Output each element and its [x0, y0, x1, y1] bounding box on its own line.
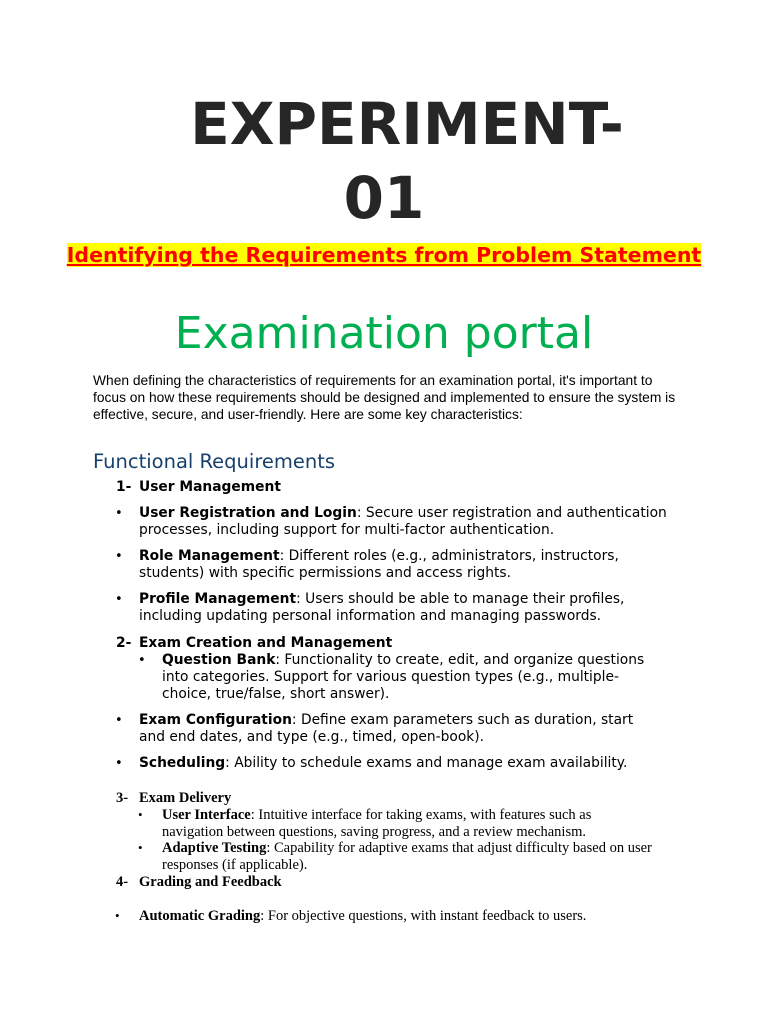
- item-label: Automatic Grading: [139, 908, 261, 924]
- bullet-icon: •: [115, 756, 123, 771]
- bullet-icon: •: [115, 549, 123, 564]
- portal-title: Examination portal: [174, 308, 594, 359]
- section-title: Exam Creation and Management: [139, 635, 393, 651]
- item-label: Question Bank: [162, 652, 276, 668]
- list-item: [115, 505, 684, 539]
- bullet-icon: •: [115, 713, 123, 728]
- subtitle-text: Identifying the Requirements from Problem Statement: [66, 243, 702, 267]
- list-item: [138, 652, 662, 703]
- item-text: : Different roles (e.g., administrators, instructors, students) with specific permissions and access rights.: [139, 548, 619, 581]
- item-text: : Define exam parameters such as duration, start and end dates, and type (e.g., timed, open-book).: [139, 712, 634, 745]
- item-text: : Functionality to create, edit, and organize questions into categories. Support for various question types (e.g., multiple-choice, true/false, short answer).: [162, 652, 645, 702]
- item-text: : Ability to schedule exams and manage exam availability.: [225, 755, 628, 771]
- list-item: [115, 548, 649, 582]
- item-text: : Secure user registration and authentication processes, including support for multi-factor authentication.: [139, 505, 667, 538]
- section-title: User Management: [139, 479, 281, 495]
- experiment-title-line2: 01: [343, 164, 425, 232]
- section-title: Grading and Feedback: [139, 874, 282, 890]
- item-label: User Interface: [162, 807, 251, 823]
- item-text: : Users should be able to manage their profiles, including updating personal information and managing passwords.: [139, 591, 625, 624]
- list-item: [138, 840, 662, 873]
- section-title: Exam Delivery: [139, 790, 232, 806]
- problem-statement-subtitle: [60, 241, 708, 269]
- item-label: Scheduling: [139, 755, 226, 771]
- list-item: [138, 807, 642, 840]
- bullet-icon: •: [138, 807, 143, 822]
- bullet-icon: •: [115, 908, 120, 923]
- bullet-icon: •: [138, 653, 146, 668]
- item-text: : Capability for adaptive exams that adjust difficulty based on user responses (if applicable).: [162, 840, 652, 873]
- list-item: [115, 591, 649, 625]
- section-number: 1-: [116, 479, 132, 495]
- bullet-icon: •: [115, 506, 123, 521]
- intro-paragraph: When defining the characteristics of requirements for an examination portal, it's important to focus on how these requirements should be designed and implemented to ensure the system is effective, secure, and user-friendly. Here are some key characteristics:: [93, 373, 676, 422]
- item-label: User Registration and Login: [139, 505, 357, 521]
- item-label: Role Management: [139, 548, 280, 564]
- item-text: : For objective questions, with instant feedback to users.: [260, 908, 587, 924]
- section-number: 2-: [116, 635, 132, 651]
- bullet-icon: •: [138, 840, 143, 855]
- bullet-icon: •: [115, 592, 123, 607]
- item-label: Profile Management: [139, 591, 297, 607]
- list-item: [115, 908, 679, 925]
- section-number: 3-: [116, 790, 129, 806]
- section-number: 4-: [116, 874, 129, 890]
- experiment-title-line1: EXPERIMENT-: [190, 90, 624, 158]
- item-label: Adaptive Testing: [162, 840, 267, 856]
- item-label: Exam Configuration: [139, 712, 292, 728]
- item-text: : Intuitive interface for taking exams, with features such as navigation between questions, saving progress, and a review mechanism.: [162, 807, 592, 840]
- functional-requirements-heading: Functional Requirements: [93, 450, 336, 473]
- list-item: [115, 755, 684, 772]
- list-item: [115, 712, 659, 746]
